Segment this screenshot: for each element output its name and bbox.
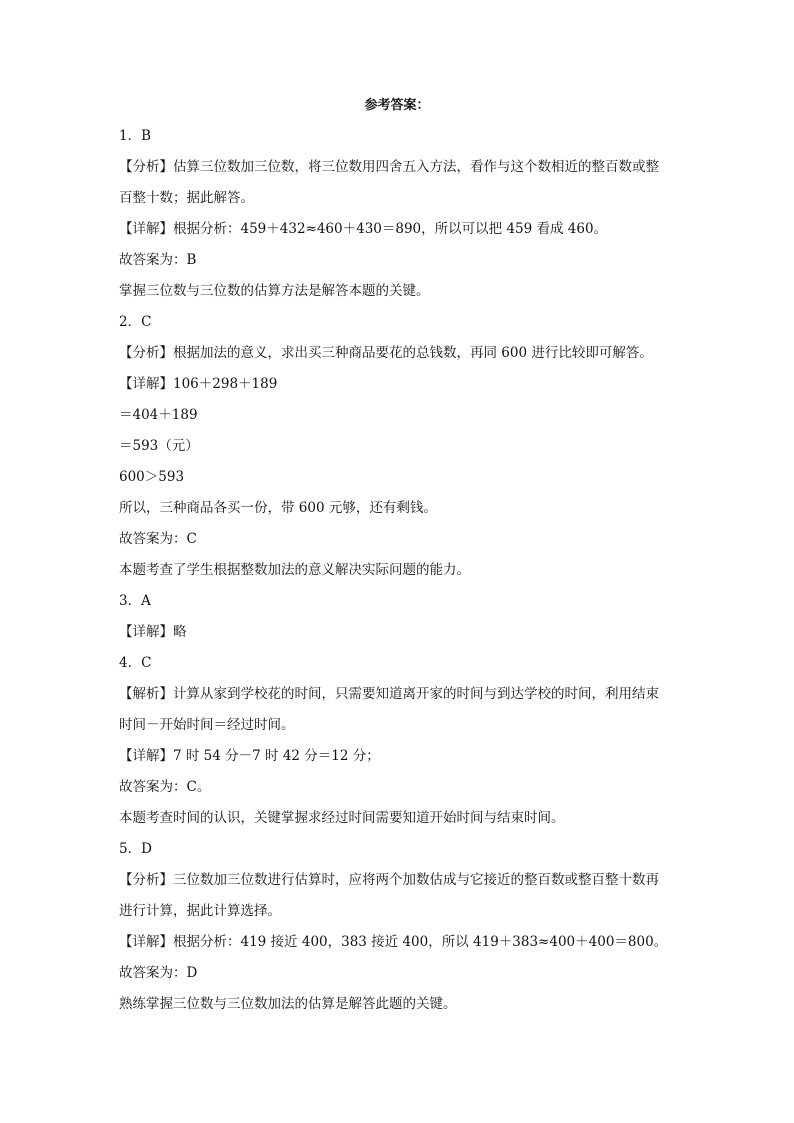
answer-line: 百整十数；据此解答。 [119,190,254,206]
answer-line: 4．C [119,655,152,671]
answer-line: 【分析】三位数加三位数进行估算时，应将两个加数估成与它接近的整百数或整百整十数再 [119,872,659,888]
answer-line: 5．D [119,841,152,857]
answer-line: ＝404＋189 [119,407,198,423]
answer-line: 【详解】略 [119,624,187,640]
answer-line: 【详解】7 时 54 分－7 时 42 分＝12 分； [119,748,380,764]
answer-lines [119,121,679,1020]
answer-line: 故答案为：C。 [119,779,211,795]
answer-line: 【详解】根据分析：459＋432≈460＋430＝890，所以可以把 459 看成 460。 [119,221,608,237]
answer-line: 故答案为：C [119,531,197,547]
answer-line: 本题考查了学生根据整数加法的意义解决实际问题的能力。 [119,562,470,578]
answer-line: 所以，三种商品各买一份，带 600 元够，还有剩钱。 [119,500,437,516]
answer-line: 1．B [119,128,152,144]
answer-line: 【解析】计算从家到学校花的时间，只需要知道离开家的时间与到达学校的时间，利用结束 [119,686,659,702]
answer-line: 故答案为：D [119,965,198,981]
answer-line: 掌握三位数与三位数的估算方法是解答本题的关键。 [119,283,430,299]
answer-line: 熟练掌握三位数与三位数加法的估算是解答此题的关键。 [119,996,457,1012]
answer-line: 【详解】根据分析：419 接近 400，383 接近 400，所以 419＋383≈400＋400＝800。 [119,934,668,950]
answer-line: 故答案为：B [119,252,197,268]
answer-line: ＝593（元） [119,438,199,454]
answer-line: 3．A [119,593,151,609]
answer-line: 进行计算，据此计算选择。 [119,903,281,919]
answer-line: 【分析】根据加法的意义，求出买三种商品要花的总钱数，再同 600 进行比较即可解答。 [119,345,653,361]
answer-line: 600＞593 [119,469,185,485]
answer-line: 【分析】估算三位数加三位数，将三位数用四舍五入方法，看作与这个数相近的整百数或整 [119,159,659,175]
answer-line: 2．C [119,314,152,330]
answer-line: 本题考查时间的认识，关键掌握求经过时间需要知道开始时间与结束时间。 [119,810,565,826]
answer-line: 【详解】106＋298＋189 [119,376,278,392]
answer-line: 时间－开始时间＝经过时间。 [119,717,295,733]
answer-key-title: 参考答案： [364,98,430,113]
